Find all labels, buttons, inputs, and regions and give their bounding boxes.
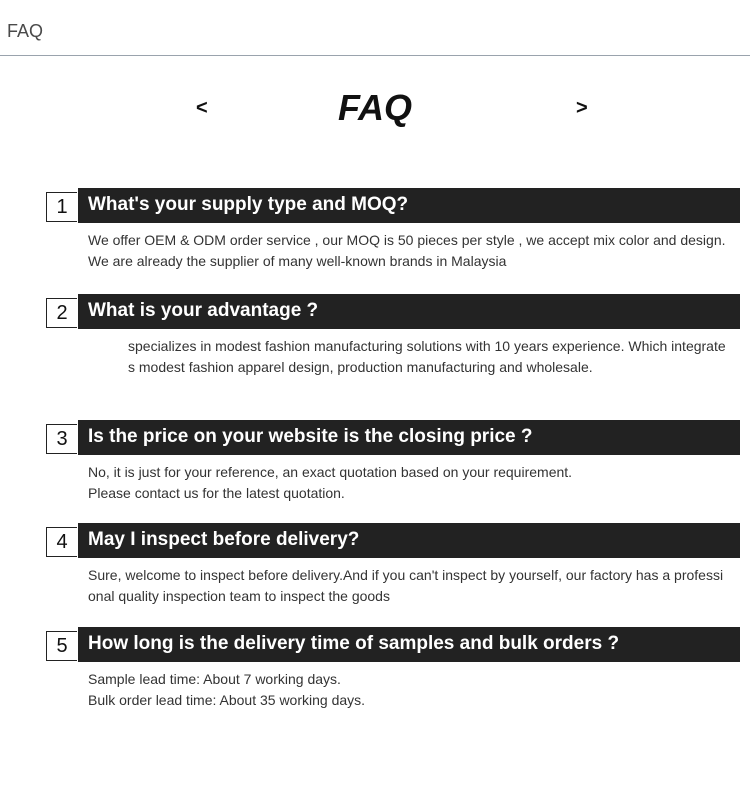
answer-line: Bulk order lead time: About 35 working days. xyxy=(88,692,366,708)
next-arrow-button[interactable]: > xyxy=(576,97,588,119)
answer-line: We offer OEM & ODM order service , our MOQ is 50 pieces per style , we accept mix color and design.We are already the supplier of many well-known brands in Malaysia xyxy=(88,232,726,269)
faq-item xyxy=(46,627,740,717)
faq-item xyxy=(46,523,740,627)
banner-title: FAQ xyxy=(337,87,412,128)
answer-text xyxy=(88,462,730,504)
answer-text xyxy=(88,669,730,711)
answer-text xyxy=(88,230,730,272)
faq-item xyxy=(46,420,740,523)
faq-item xyxy=(46,294,740,420)
question-text: May I inspect before delivery? xyxy=(88,529,360,550)
question-number: 5 xyxy=(46,631,77,661)
answer-text xyxy=(88,336,730,378)
faq-question-header xyxy=(46,523,740,558)
answer-line: Sample lead time: About 7 working days. xyxy=(88,671,341,687)
faq-question-header xyxy=(46,188,740,223)
prev-arrow-button[interactable]: < xyxy=(196,97,208,119)
answer-line: specializes in modest fashion manufacturing solutions with 10 years experience. Which integrates modest fashion apparel design, production manufacturing and wholesale. xyxy=(128,338,726,375)
answer-line: Please contact us for the latest quotation. xyxy=(88,485,345,501)
faq-question-header xyxy=(46,627,740,662)
question-number: 3 xyxy=(46,424,77,454)
question-number: 1 xyxy=(46,192,77,222)
question-number: 4 xyxy=(46,527,77,557)
answer-line: No, it is just for your reference, an exact quotation based on your requirement. xyxy=(88,464,573,480)
top-bar xyxy=(0,0,750,56)
faq-list xyxy=(46,188,740,717)
faq-item xyxy=(46,188,740,294)
answer-line: Sure, welcome to inspect before delivery.And if you can't inspect by yourself, our factory has a professional quality inspection team to inspect the goods xyxy=(88,567,724,604)
faq-banner xyxy=(0,84,750,132)
faq-question-header xyxy=(46,294,740,329)
answer-text xyxy=(88,565,730,607)
question-text: What's your supply type and MOQ? xyxy=(88,194,409,215)
question-number: 2 xyxy=(46,298,77,328)
question-text: Is the price on your website is the closing price ? xyxy=(88,426,533,447)
question-text: What is your advantage ? xyxy=(88,300,319,321)
faq-question-header xyxy=(46,420,740,455)
question-text: How long is the delivery time of samples and bulk orders ? xyxy=(88,633,620,654)
page-title: FAQ xyxy=(7,21,44,41)
